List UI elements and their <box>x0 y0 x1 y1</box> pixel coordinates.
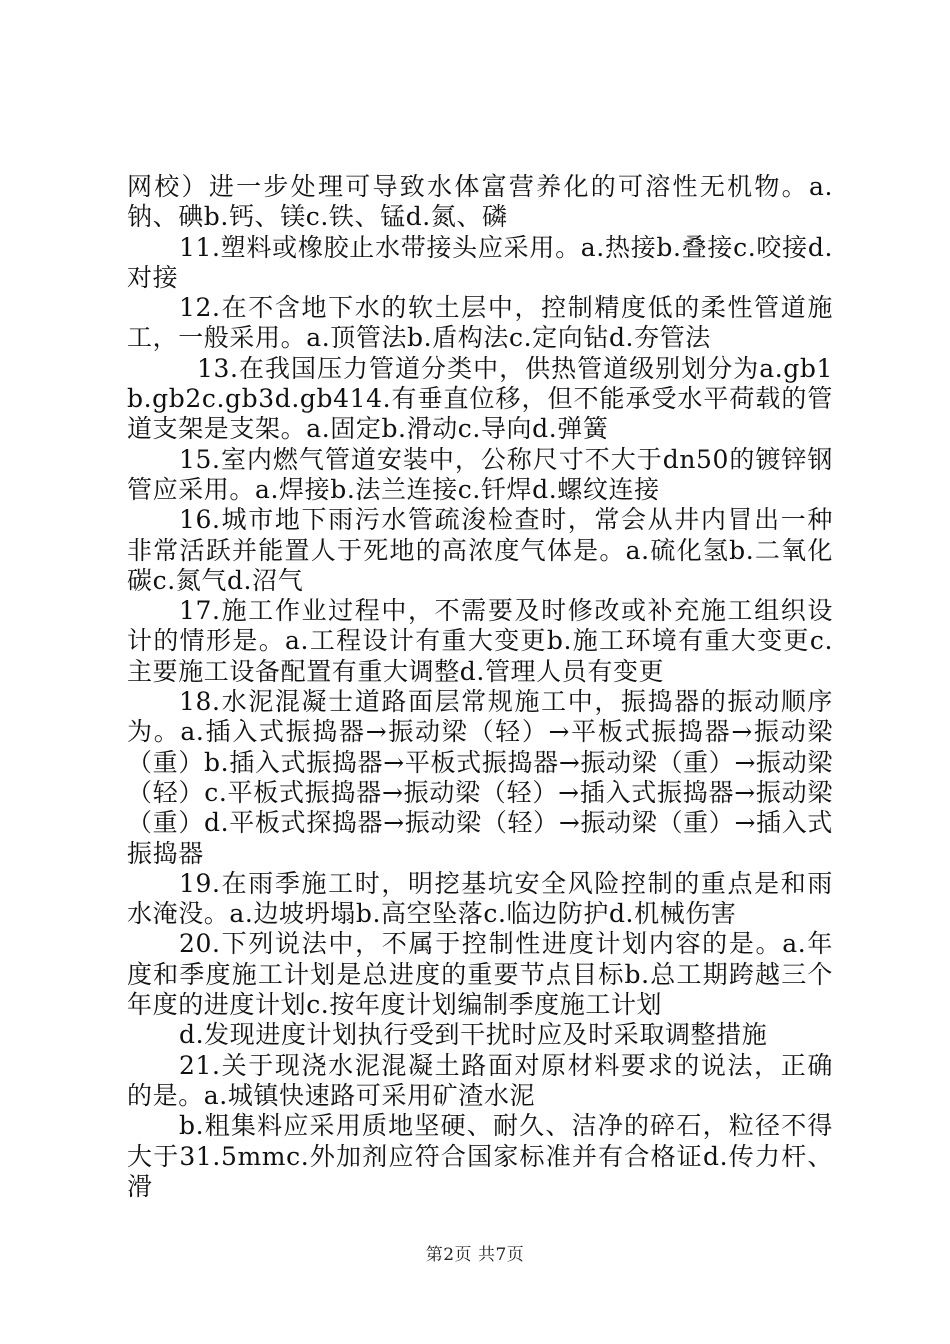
paragraph-continued: 网校）进一步处理可导致水体富营养化的可溶性无机物。a.钠、碘b.钙、镁c.铁、锰d.氮、磷 <box>127 172 833 232</box>
question-15: 15.室内燃气管道安装中，公称尺寸不大于dn50的镀锌钢管应采用。a.焊接b.法兰连接c.钎焊d.螺纹连接 <box>127 444 833 504</box>
question-21-options: b.粗集料应采用质地坚硬、耐久、洁净的碎石，粒径不得大于31.5mmc.外加剂应符合国家标准并有合格证d.传力杆、滑 <box>127 1111 833 1201</box>
question-21: 21.关于现浇水泥混凝土路面对原材料要求的说法，正确的是。a.城镇快速路可采用矿渣水泥 <box>127 1050 833 1110</box>
question-18: 18.水泥混凝士道路面层常规施工中，振捣器的振动顺序为。a.插入式振捣器→振动梁（轻）→平板式振捣器→振动梁（重）b.插入式振捣器→平板式振捣器→振动梁（重）→振动梁（轻）c.平板式振捣器→振动梁（轻）→插入式振捣器→振动梁（重）d.平板式探捣器→振动梁（轻）→振动梁（重）→插入式振捣器 <box>127 687 833 868</box>
page-number-footer: 第2页 共7页 <box>425 1245 525 1265</box>
question-20-option-d: d.发现进度计划执行受到干扰时应及时采取调整措施 <box>179 1020 768 1050</box>
question-16: 16.城市地下雨污水管疏浚检查时，常会从井内冒出一种非常活跃并能置人于死地的高浓度气体是。a.硫化氢b.二氧化碳c.氮气d.沼气 <box>127 505 833 595</box>
question-12: 12.在不含地下水的软土层中，控制精度低的柔性管道施工，一般采用。a.顶管法b.盾构法c.定向钻d.夯管法 <box>127 293 833 353</box>
question-20: 20.下列说法中，不属于控制性进度计划内容的是。a.年度和季度施工计划是总进度的重要节点目标b.总工期跨越三个年度的进度计划c.按年度计划编制季度施工计划 <box>127 929 833 1020</box>
question-11: 11.塑料或橡胶止水带接头应采用。a.热接b.叠接c.咬接d.对接 <box>127 232 833 292</box>
document-body <box>127 172 833 1202</box>
question-13-14: 13.在我国压力管道分类中，供热管道级别划分为a.gb1b.gb2c.gb3d.gb414.有垂直位移，但不能承受水平荷载的管道支架是支架。a.固定b.滑动c.导向d.弹簧 <box>127 353 833 444</box>
question-17: 17.施工作业过程中，不需要及时修改或补充施工组织设计的情形是。a.工程设计有重大变更b.施工环境有重大变更c.主要施工设备配置有重大调整d.管理人员有变更 <box>127 596 833 686</box>
question-19: 19.在雨季施工时，明挖基坑安全风险控制的重点是和雨水淹没。a.边坡坍塌b.高空坠落c.临边防护d.机械伤害 <box>127 868 833 929</box>
